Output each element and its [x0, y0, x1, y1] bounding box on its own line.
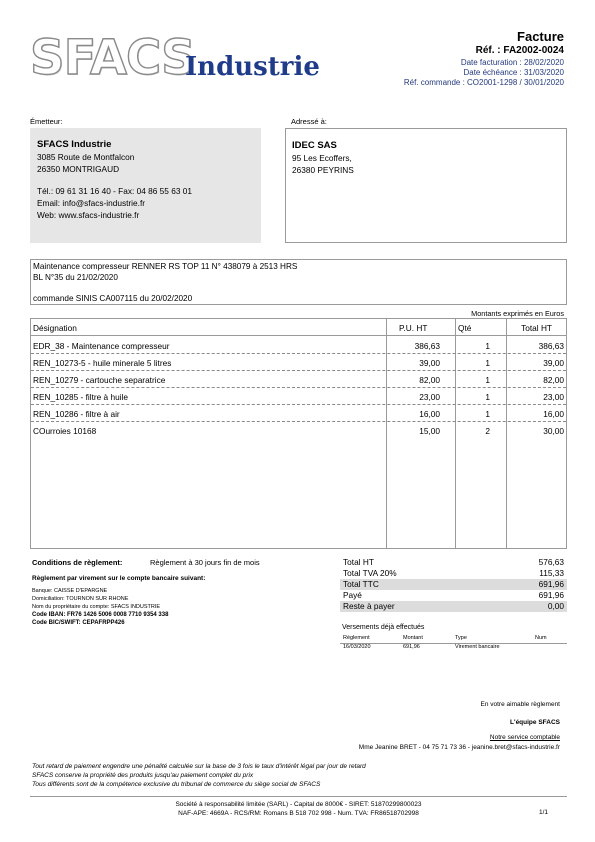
total-tva-row	[340, 568, 567, 579]
legal-note: Tous différents sont de la compétence exclusive du tribunal de commerce du siège social de SFACS	[32, 781, 321, 788]
payment-type: Virement bancaire	[455, 644, 500, 650]
emitter-label: Émetteur:	[30, 117, 63, 126]
recipient-label: Adressé à:	[291, 117, 327, 126]
legal-notes	[32, 762, 366, 789]
row-unit-price: 39,00	[419, 358, 440, 368]
row-quantity: 1	[485, 409, 490, 419]
bic: Code BIC/SWIFT: CEPAFRPP426	[32, 620, 125, 626]
invoice-object	[30, 259, 567, 305]
payment-conditions-label: Conditions de règlement:	[32, 558, 123, 567]
total-value: 691,96	[538, 590, 564, 600]
bank-details	[32, 587, 168, 627]
header-unit-price: P.U. HT	[399, 323, 428, 333]
invoice-reference: Réf. : FA2002-0024	[475, 45, 564, 56]
document-title: Facture	[517, 29, 564, 44]
recipient-address-line1: 95 Les Ecoffers,	[292, 153, 352, 163]
row-designation: REN_10285 - filtre à huile	[33, 392, 129, 402]
footer-line-1: Société à responsabilité limitée (SARL) - Capital de 8000€ - SIRET: 51870299800023	[175, 801, 422, 808]
footer	[30, 800, 567, 818]
total-label: Total TVA 20%	[343, 568, 397, 578]
bank-domiciliation: Domiciliation: TOURNON SUR RHONE	[32, 596, 129, 602]
total-label: Reste à payer	[343, 601, 395, 611]
row-total: 16,00	[543, 409, 564, 419]
table-row	[31, 353, 566, 371]
table-header	[31, 319, 566, 336]
emitter-email: Email: info@sfacs-industrie.fr	[37, 198, 146, 208]
emitter-address-line2: 26350 MONTRIGAUD	[37, 164, 120, 174]
row-unit-price: 23,00	[419, 392, 440, 402]
recipient-name: IDEC SAS	[292, 140, 337, 151]
company-logo: SFACS	[30, 30, 195, 86]
row-total: 23,00	[543, 392, 564, 402]
header-quantity: Qté	[458, 323, 472, 333]
row-designation: EDR_38 - Maintenance compresseur	[33, 341, 170, 351]
object-line-1: Maintenance compresseur RENNER RS TOP 11 N° 438079 à 2513 HRS	[33, 262, 298, 271]
header-total: Total HT	[521, 323, 552, 333]
payment-amount: 691,96	[403, 644, 420, 650]
recipient-block	[285, 128, 567, 243]
order-reference: Réf. commande : CO2001-1298 / 30/01/2020	[403, 78, 564, 87]
payments-header-reglement: Règlement	[343, 635, 370, 641]
row-quantity: 1	[485, 358, 490, 368]
payment-row	[340, 644, 567, 652]
bank-transfer-title: Règlement par virement sur le compte bancaire suivant:	[32, 575, 206, 582]
total-label: Total TTC	[343, 579, 379, 589]
legal-note: Tout retard de paiement engendre une pénalité calculée sur la base de 3 fois le taux d'intérêt légal par jour de retard	[32, 763, 366, 770]
row-unit-price: 82,00	[419, 375, 440, 385]
total-label: Payé	[343, 590, 362, 600]
table-row	[31, 336, 566, 354]
closing-greeting: En votre aimable règlement	[480, 701, 560, 708]
emitter-phone: Tél.: 09 61 31 16 40 - Fax: 04 86 55 63 01	[37, 186, 192, 196]
company-logo-subtitle: Industrie	[185, 52, 320, 82]
footer-line-2: NAF-APE: 4669A - RCS/RM: Romans B 518 702 998 - Num. TVA: FR86518702998	[178, 810, 419, 817]
row-unit-price: 386,63	[414, 341, 440, 351]
object-line-3: commande SINIS CA007115 du 20/02/2020	[33, 294, 193, 303]
row-total: 30,00	[543, 426, 564, 436]
payments-header-amount: Montant	[403, 635, 423, 641]
row-designation: COurroies 10168	[33, 426, 97, 436]
accounting-service: Notre service comptable	[489, 734, 560, 741]
row-designation: REN_10279 - cartouche separatrice	[33, 375, 166, 385]
table-row	[31, 370, 566, 388]
row-quantity: 2	[485, 426, 490, 436]
payments-header-num: Num	[535, 635, 547, 641]
currency-note: Montants exprimés en Euros	[471, 309, 564, 318]
total-label: Total HT	[343, 557, 374, 567]
total-value: 691,96	[538, 579, 564, 589]
payment-conditions-value: Règlement à 30 jours fin de mois	[150, 558, 260, 567]
table-row	[31, 421, 566, 438]
total-value: 576,63	[538, 557, 564, 567]
row-quantity: 1	[485, 375, 490, 385]
object-line-2: BL N°35 du 21/02/2020	[33, 273, 118, 282]
items-table	[30, 318, 567, 549]
row-quantity: 1	[485, 341, 490, 351]
paid-row	[340, 590, 567, 601]
payments-done-header	[340, 635, 567, 644]
invoice-header	[324, 29, 564, 88]
bank-name: Banque: CAISSE D'EPARGNE	[32, 588, 108, 594]
payments-done-title: Versements déjà effectués	[342, 624, 425, 631]
table-row	[31, 387, 566, 405]
remaining-row	[340, 601, 567, 612]
row-quantity: 1	[485, 392, 490, 402]
row-total: 82,00	[543, 375, 564, 385]
iban: Code IBAN: FR76 1426 5006 0008 7710 9354 338	[32, 612, 169, 618]
row-unit-price: 16,00	[419, 409, 440, 419]
emitter-block	[30, 128, 261, 243]
row-designation: REN_10273-5 - huile minerale 5 litres	[33, 358, 172, 368]
header-designation: Désignation	[33, 323, 77, 333]
row-designation: REN_10286 - filtre à air	[33, 409, 120, 419]
total-ht-row	[340, 557, 567, 568]
payments-header-type: Type	[455, 635, 467, 641]
page-number: 1/1	[538, 809, 548, 816]
account-owner: Nom du propriétaire du compte: SFACS INDUSTRIE	[32, 604, 161, 610]
table-row	[31, 404, 566, 422]
recipient-address-line2: 26380 PEYRINS	[292, 165, 354, 175]
row-total: 386,63	[538, 341, 564, 351]
row-total: 39,00	[543, 358, 564, 368]
closing-team: L'équipe SFACS	[510, 719, 560, 726]
total-value: 115,33	[539, 568, 564, 578]
due-date: Date échéance : 31/03/2020	[463, 68, 564, 77]
emitter-website: Web: www.sfacs-industrie.fr	[37, 210, 140, 220]
row-unit-price: 15,00	[419, 426, 440, 436]
total-ttc-row	[340, 579, 567, 590]
invoice-date: Date facturation : 28/02/2020	[460, 58, 564, 67]
payment-date: 16/03/2020	[343, 644, 371, 650]
emitter-name: SFACS Industrie	[37, 139, 112, 150]
legal-note: SFACS conserve la propriété des produits jusqu'au paiement complet du prix	[32, 772, 254, 779]
emitter-address-line1: 3085 Route de Montfalcon	[37, 152, 135, 162]
footer-divider	[30, 796, 567, 797]
accounting-contact: Mme Jeanine BRET - 04 75 71 73 36 - jeanine.bret@sfacs-industrie.fr	[358, 744, 560, 751]
total-value: 0,00	[547, 601, 564, 611]
